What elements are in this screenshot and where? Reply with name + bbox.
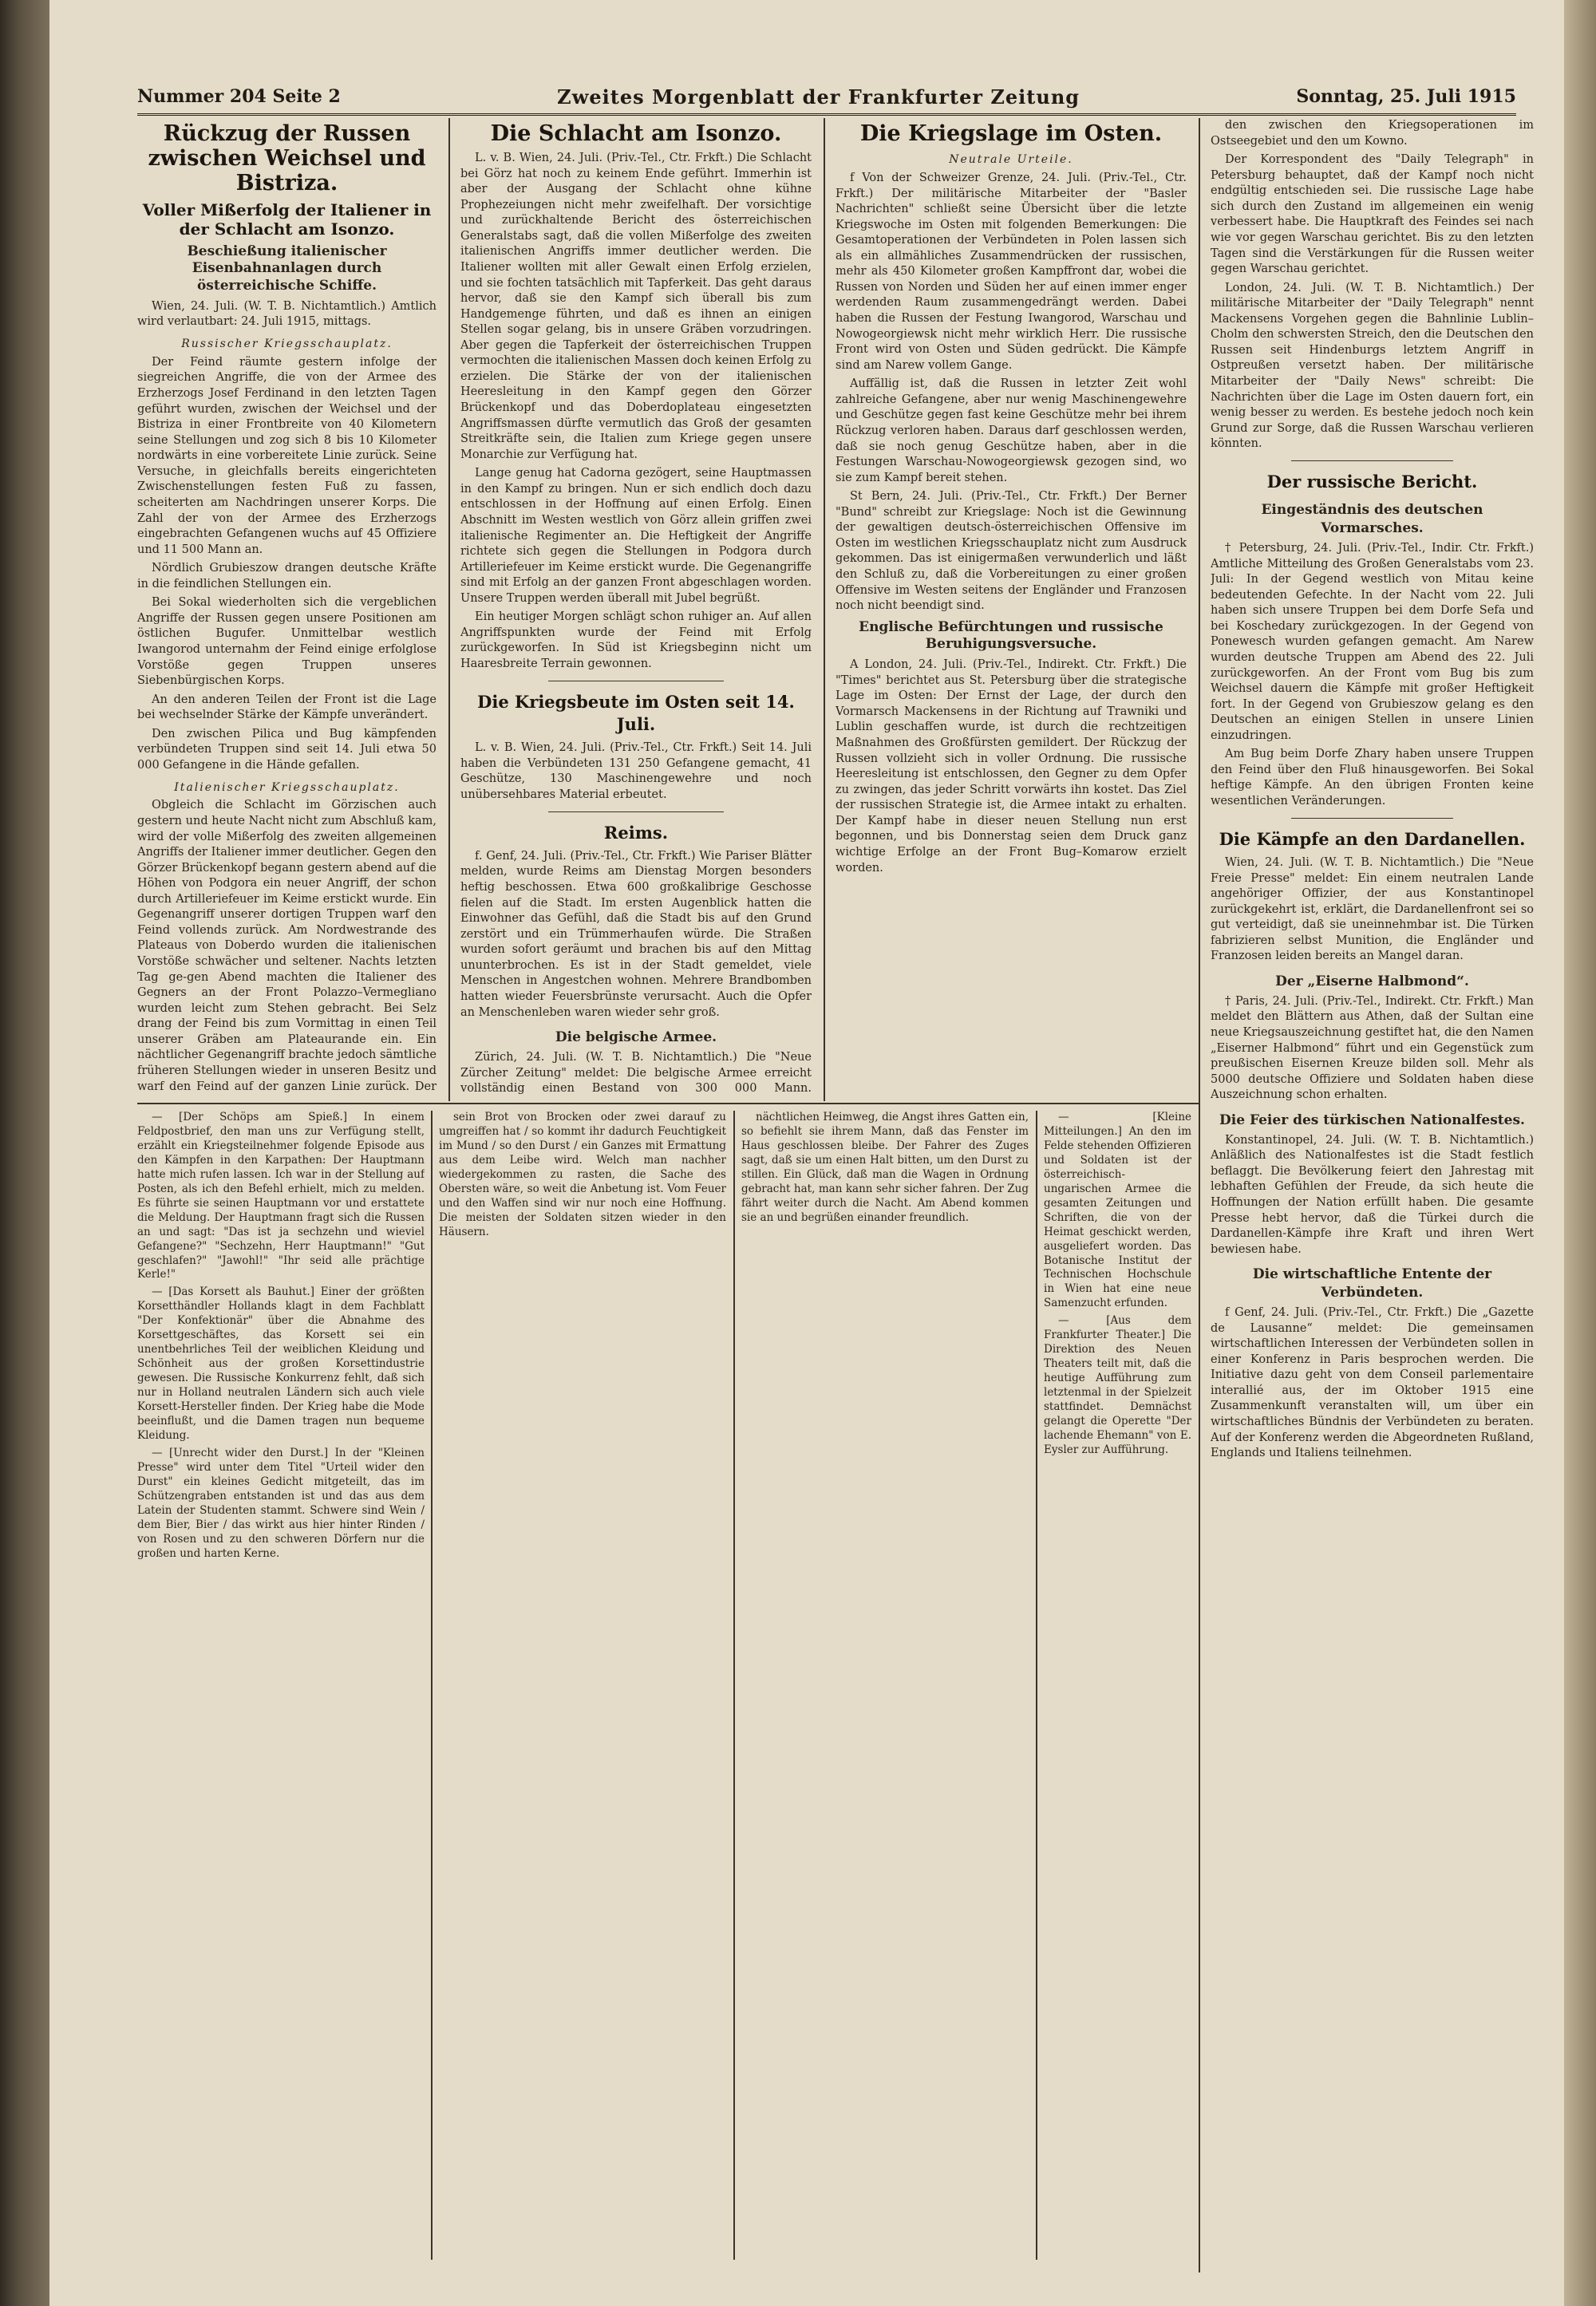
paragraph: Bei Sokal wiederholten sich die vergeblichen Angriffe der Russen gegen unsere Positionen am östlichen Bugufer. Unmittelbar westlich Iwangorod unternahm der Feind einige erfolglose Vorstöße gegen Truppen unseres Siebenbürgischen Korps. [137,596,437,688]
paragraph: — [Unrecht wider den Durst.] In der "Kleinen Presse" wird unter dem Titel "Urteil wider den Durst" ein kleines Gedicht mitgeteilt, das im Schützengraben entstanden ist und das aus dem Latein der Studenten stammt. Schwere sind Wein / dem Bier, Bier / das wirkt aus hier hinter Rinden / von Rosen und zu den schweren Dörfern nur die großen und harten Kerne. [137,1446,425,1560]
masthead [137,80,1516,116]
feuilleton-column-4 [1044,1111,1191,2260]
heading-englische-befuerchtungen: Englische Befürchtungen und russische Beruhigungsversuche. [859,618,1163,652]
newspaper-title: Zweites Morgenblatt der Frankfurter Zeitung [557,85,1080,109]
column-2 [460,118,812,1096]
column-rule [1199,118,1200,2272]
page-edge [1564,0,1596,2306]
heading-kriegsbeute: Die Kriegsbeute im Osten seit 14. Juli. [477,691,795,734]
paragraph: † Petersburg, 24. Juli. (Priv.-Tel., Indir. Ctr. Frkft.) Amtliche Mitteilung des Großen Generalstabs vom 23. Juli: In der Gegend westlich von Mitau keine bedeutenden Gefechte. In der Nacht vom 22. Juli haben sich unsere Truppen bei dem Dorfe Sefa und bei Koschedary zurückgezogen. In der Gegend von Ponewesch wurden gefangen gemacht. Am Narew wurden deutsche Truppen am Abend des 22. Juli zurückgeworfen. An der Front vom Bug bis zum Weichsel dauern die Kämpfe mit großer Heftigkeit fort. In der Gegend von Grubieszow gelang es den Deutschen an einigen Stellen in unsere Linien einzudringen. [1211,542,1534,742]
heading-eingestaendnis: Eingeständnis des deutschen Vormarsches. [1261,502,1483,537]
paragraph: L. v. B. Wien, 24. Juli. (Priv.-Tel., Ctr. Frkft.) Seit 14. Juli haben die Verbündeten 131 250 Gefangene gemacht, 41 Geschütze, 130 Maschinengewehre und noch unübersehbares Material erbeutet. [460,741,812,801]
paragraph: Zürich, 24. Juli. (W. T. B. Nichtamtlich.) Die "Neue Zürcher Zeitung" meldet: Die belgische Armee erreicht vollständig einen Bestand von 300 000 Mann. [460,1051,812,1096]
paragraph: — [Aus dem Frankfurter Theater.] Die Direktion des Neuen Theaters teilt mit, daß die heutige Aufführung zum letztenmal in der Spielzeit stattfindet. Demnächst gelangt die Operette "Der lachende Ehemann" von E. Eysler zur Aufführung. [1044,1314,1191,1456]
paragraph: — [Kleine Mitteilungen.] An den im Felde stehenden Offizieren und Soldaten ist der österreichisch-ungarischen Armee die gesamten Zeitungen und Schriften, die von der Heimat geschickt werden, ausgeliefert worden. Das Botanische Institut der Technischen Hochschule in Wien hat eine neue Samenzucht erfunden. [1044,1111,1191,1310]
column-rule [448,118,450,1101]
heading-russischer-bericht: Der russische Bericht. [1266,471,1478,492]
paragraph: Konstantinopel, 24. Juli. (W. T. B. Nichtamtlich.) Anläßlich des Nationalfestes ist die Stadt festlich beflaggt. Die Bevölkerung feiert den Jahrestag mit lebhaften Gefühlen der Freude, da sich heute die Hoffnungen der Nation erfüllt haben. Die gesamte Presse hebt hervor, daß die Türkei durch die Dardanellen-Kämpfe ihre Kraft und ihren Wert bewiesen habe. [1211,1133,1534,1256]
section-neutrale-urteile: Neutrale Urteile. [949,153,1073,167]
section-italienisch: Italienischer Kriegsschauplatz. [174,780,400,794]
section-russisch: Russischer Kriegsschauplatz. [181,338,393,351]
feuilleton-rule [137,1103,1199,1104]
headline-rueckzug: Rückzug der Russen zwischen Weichsel und Bistriza. [148,121,426,196]
paragraph: — [Das Korsett als Bauhut.] Einer der größten Korsetthändler Hollands klagt in dem Fachblatt "Der Konfektionär" über die Abnahme des Korsettgeschäftes, das Korsett sei ein unentbehrliches Teil der weiblichen Kleidung und Schönheit aus der großen Korsettindustrie gewesen. Die Russische Konkurrenz fehlt, daß sich nur in Holland neutralen Ländern sich auch viele Korsett-Hersteller finden. Der Krieg habe die Mode beeinflußt, und die Damen tragen nun bequeme Kleidung. [137,1285,425,1442]
paragraph: f. Genf, 24. Juli. (Priv.-Tel., Ctr. Frkft.) Wie Pariser Blätter melden, wurde Reims am Dienstag Morgen besonders heftig beschossen. Etwa 600 großkalibrige Geschosse fielen auf die Stadt. Im ersten Augenblick hatten die Einwohner das Gefühl, daß die Stadt bis auf den Grund zerstört und ein Trümmerhaufen würde. Die Straßen wurden sofort geräumt und brachen bis auf den Mittag ununterbrochen. Es ist in der Stadt gemeldet, viele Menschen in Angestchen wohnen. Mehrere Brandbomben hatten wieder Feuersbrünste verursacht. Auch die Opfer an Menschenleben waren wieder sehr groß. [460,849,812,1019]
subhead-isonzo: Voller Mißerfolg der Italiener in der Schlacht am Isonzo. [142,200,432,239]
column-4 [1211,118,1534,2272]
headline-kriegslage: Die Kriegslage im Osten. [859,121,1163,146]
heading-dardanellen: Die Kämpfe an den Dardanellen. [1219,828,1526,849]
paragraph: Wien, 24. Juli. (W. T. B. Nichtamtlich.) Die "Neue Freie Presse" meldet: Ein einem neutralen Lande angehöriger Offizier, der aus Konstantinopel zurückgekehrt ist, erklärt, die Dardanellenfront sei so gut verteidigt, daß sie uneinnehmbar ist. Die Türken fabrizieren selbst Munition, die Engländer und Franzosen leiden bereits an Mangel daran. [1211,855,1534,963]
paragraph: Der Feind räumte gestern infolge der siegreichen Angriffe, die von der Armee des Erzherzogs Josef Ferdinand in den letzten Tagen geführt wurden, zwischen der Weichsel und der Bistriza in einer Frontbreite von 40 Kilometern seine Stellungen und zog sich 8 bis 10 Kilometer nordwärts in eine vorbereitete Linie zurück. Seine Versuche, in gleichfalls bereits eingerichteten Zwischenstellungen festen Fuß zu fassen, scheiterten am Nachdringen unserer Korps. Die Zahl der von der Armee des Erzherzogs eingebrachten Gefangenen wuchs auf 45 Offiziere und 11 500 Mann an. [137,355,437,556]
paragraph: — [Der Schöps am Spieß.] In einem Feldpostbrief, den man uns zur Verfügung stellt, erzählt ein Kriegsteilnehmer folgende Episode aus den Kämpfen in den Karpathen: Der Hauptmann hatte mich rufen lassen. Ich war in der Stellung auf Posten, als ich den Befehl erhielt, mich zu melden. Es führte sie seinen Hauptmann vor und erstattete die Meldung. Der Hauptmann fragt sich die Russen an und sagt: "Das ist ja sechzehn und wieviel Gefangene?" "Sechzehn, Herr Hauptmann!" "Gut geschlafen?" "Jawohl!" "Ihr seid alle prächtige Kerle!" [137,1111,425,1281]
feuilleton-column-1 [137,1111,425,2260]
heading-eiserner-halbmond: Der „Eiserne Halbmond“. [1275,973,1469,989]
issue-date: Sonntag, 25. Juli 1915 [1296,86,1516,107]
feuilleton-column-3 [741,1111,1029,2260]
paragraph: nächtlichen Heimweg, die Angst ihres Gatten ein, so befiehlt sie ihrem Mann, daß das Fenster im Haus geschlossen bleibe. Der Fahrer des Zuges sagt, daß sie um einen Halt bitten, um den Durst zu stillen. Ein Glück, daß man die Wagen in Ordnung gebracht hat, man kann sehr sicher fahren. Der Zug fährt weiter durch die Nacht. Am Abend kommen sie an und begrüßen einander freundlich. [741,1111,1029,1224]
paragraph: † Paris, 24. Juli. (Priv.-Tel., Indirekt. Ctr. Frkft.) Man meldet den Blättern aus Athen, daß der Sultan eine neue Kriegsauszeichnung gestiftet hat, die den Namen „Eiserner Halbmond“ führt und ein Gegenstück zum preußischen Eisernen Kreuze bilden soll. Mehr als 5000 deutsche Offiziere und Soldaten haben diese Auszeichnung schon erhalten. [1211,994,1534,1102]
issue-number: Nummer 204 Seite 2 [137,86,341,107]
separator [1291,460,1453,461]
separator [548,811,724,812]
column-rule [1036,1111,1037,2260]
subhead-beschiessung: Beschießung italienischer Eisenbahnanlagen durch österreichische Schiffe. [187,243,387,294]
paragraph: An den anderen Teilen der Front ist die Lage bei wechselnder Stärke der Kämpfe unverändert. [137,693,437,722]
paragraph: Obgleich die Schlacht im Görzischen auch gestern und heute Nacht nicht zum Abschluß kam, wird der volle Mißerfolg des zweiten allgemeinen Angriffs der Italiener immer deutlicher. Gegen den Görzer Brückenkopf begann gestern abend auf die Höhen von Podgora ein neuer Angriff, der schon durch Artilleriefeuer im Keime erstickt wurde. Ein Gegenangriff unserer dortigen Truppen warf den Feind vollends zurück. Am Nordwestrande des Plateaus von Doberdo wurden die italienischen Vorstöße schwächer und seltener. Nachts letzten Tag ge-gen Abend machten die Italiener des Gegners an der Front Polazzo–Vermegliano wurden leicht zum Stehen gebracht. Bei Selz drang der Feind bis zum Vormittag in einen Teil unserer Gräben am Plateaurande ein. Ein nächtlicher Gegenangriff brachte jedoch sämtliche früheren Stellungen wieder in unseren Besitz und warf den Feind auf der ganzen Linie zurück. Der [137,799,437,1093]
column-rule [733,1111,735,2260]
headline-isonzo: Die Schlacht am Isonzo. [490,121,782,146]
paragraph: f Genf, 24. Juli. (Priv.-Tel., Ctr. Frkft.) Die „Gazette de Lausanne“ meldet: Die gemeinsamen wirtschaftlichen Interessen der Verbündeten sollen in einer Konferenz in Paris besprochen werden. Die Initiative dazu geht von dem Conseil parlementaire interallié aus, der im Oktober 1915 eine Zusammenkunft veranstalten will, um über ein wirtschaftliches Bündnis der Verbündeten zu beraten. Auf der Konferenz werden die Abgeordneten Rußland, Englands und Italiens teilnehmen. [1211,1306,1534,1460]
paragraph: A London, 24. Juli. (Priv.-Tel., Indirekt. Ctr. Frkft.) Die "Times" berichtet aus St. Petersburg über die strategische Lage im Osten: Der Ernst der Lage, der durch den Vormarsch Mackensens in der Richtung auf Trawniki und Lublin geschaffen wurde, ist durch die rechtzeitigen Maßnahmen des Großfürsten gemildert. Der Rückzug der Russen vollzieht sich in voller Ordnung. Die russische Heeresleitung ist entschlossen, den Gegner zu dem Opfer zu zwingen, das jeder Schritt vorwärts ihn kostet. Das Ziel der russischen Strategie ist, die Armee intakt zu erhalten. Der Kampf habe in dieser neuen Stellung nun erst begonnen, und bis Donnerstag seien dem Druck ganz wichtige Erfolge an der Front Bug–Komarow erzielt worden. [836,658,1187,875]
heading-nationalfest: Die Feier des türkischen Nationalfestes. [1219,1112,1525,1128]
separator [1291,818,1453,819]
heading-reims: Reims. [603,822,669,843]
paragraph: Auffällig ist, daß die Russen in letzter Zeit wohl zahlreiche Gefangene, aber nur wenig Maschinengewehre und Geschütze gegen fast keine Geschütze mehr bei ihrem Rückzug verloren haben. Daraus darf geschlossen werden, daß sie noch genug Geschütze haben, aber in die Festungen Warschau-Nowogeorgiewsk gezogen sind, wo sie zum Kampf bereit stehen. [836,377,1187,484]
heading-wirtschaftliche-entente: Die wirtschaftliche Entente der Verbündeten. [1252,1266,1492,1301]
book-spine-shadow [0,0,49,2306]
heading-belgische-armee: Die belgische Armee. [555,1029,717,1046]
paragraph: Lange genug hat Cadorna gezögert, seine Hauptmassen in den Kampf zu bringen. Nun er sich endlich doch dazu entschlossen in der Hoffnung auf einen Erfolg. Einen Abschnitt im Westen westlich von Görz allein griffen zwei italienische Regimenter an. Die Heftigkeit der Angriffe richtete sich gegen die Stellungen in Podgora durch Artilleriefeuer im Keime erstickt wurde. Die Gegenangriffe sind mit Erfolg an der ganzen Front abgeschlagen worden. Unsere Truppen werden überall mit Jubel begrüßt. [460,467,812,605]
dateline: Wien, 24. Juli. (W. T. B. Nichtamtlich.) Amtlich wird verlautbart: 24. Juli 1915, mittags. [137,299,437,329]
paragraph: Der Korrespondent des "Daily Telegraph" in Petersburg behauptet, daß der Kampf noch nicht endgültig entschieden sei. Die russische Lage habe sich durch den Zustand im allgemeinen ein wenig verbessert habe. Die Hauptkraft des Feindes sei nach wie vor gegen Warschau gerichtet. Bis zu den letzten Tagen sind die Verstärkungen für die Russen weiter gegen Warschau gerichtet. [1211,153,1534,276]
paragraph: f Von der Schweizer Grenze, 24. Juli. (Priv.-Tel., Ctr. Frkft.) Der militärische Mitarbeiter der "Basler Nachrichten" schließt seine Übersicht über die letzte Kriegswoche im Osten mit folgenden Bemerkungen: Die Gesamtoperationen der Verbündeten in Polen lassen sich als ein allmähliches Zusammendrücken der russischen, mehr als 450 Kilometer großen Kampffront dar, wobei die Russen von Norden und Süden her auf einen immer enger werdenden Raum zusammengedrängt werden. Dabei haben die Russen der Festung Iwangorod, Warschau und Nowogeorgiewsk nicht mehr wirklich Herr. Die russische Front wird von Osten und Süden gedrückt. Die Kämpfe sind am Narew vollem Gange. [836,171,1187,372]
paragraph: Nördlich Grubieszow drangen deutsche Kräfte in die feindlichen Stellungen ein. [137,562,437,590]
paragraph: sein Brot von Brocken oder zwei darauf zu umgreiffen hat / so kommt ihr dadurch Feuchtigkeit im Mund / so den Durst / ein Ganzes mit Ermattung aus dem Leibe wird. Welch man nachher wiedergekommen zu rasten, die Sache des Obersten wäre, so weit die Anbetung ist. Vom Feuer und den Waffen sind wir nur noch eine Hoffnung. Die meisten der Soldaten sitzen wieder in den Häusern. [439,1111,726,1238]
paragraph: L. v. B. Wien, 24. Juli. (Priv.-Tel., Ctr. Frkft.) Die Schlacht bei Görz hat noch zu keinem Ende geführt. Immerhin ist aber der Ausgang der Schlacht ohne kühne Prophezeiungen nicht mehr zweifelhaft. Der vorsichtige und zurückhaltende Bericht des österreichischen Generalstabs sagt, daß die vollen Mißerfolge des zweiten italienischen Angriffs immer deutlicher werden. Die Italiener wollten mit aller Gewalt einen Erfolg erzielen, und sie fochten tatsächlich mit Tapferkeit. Das geht daraus hervor, daß sie den Kampf sich überall bis zum Handgemenge führten, und daß es ihnen an einigen Stellen sogar gelang, bis in unsere Gräben vorzudringen. Aber gegen die Tapferkeit der österreichischen Truppen vermochten die italienischen Massen doch keinen Erfolg zu erzielen. Die Stärke der von der italienischen Heeresleitung in den Kampf gegen den Görzer Brückenkopf und das Doberdoplateau eingesetzten Angriffsmassen dürfte vermutlich das Groß der gesamten Streitkräfte sein, die Italien zum Kriege gegen unsere Monarchie zur Verfügung hat. [460,152,812,461]
paragraph: London, 24. Juli. (W. T. B. Nichtamtlich.) Der militärische Mitarbeiter der "Daily Telegraph" nennt Mackensens Vorgehen gegen die Bahnlinie Lublin–Cholm den schwersten Streich, den die Deutschen den Russen seit Hindenburgs letztem Angriff in Ostpreußen versetzt haben. Der militärische Mitarbeiter der "Daily News" schreibt: Die Nachrichten über die Lage im Osten dauern fort, ein wenig besser zu werden. Es bestehe jedoch noch kein Grund zur Sorge, daß die Russen Warschau verlieren könnten. [1211,281,1534,451]
paragraph: St Bern, 24. Juli. (Priv.-Tel., Ctr. Frkft.) Der Berner "Bund" schreibt zur Kriegslage: Noch ist die Gewinnung der gewaltigen deutsch-österreichischen Offensive im Osten im westlichen Kriegsschauplatz nicht zum Ausdruck gekommen. Das ist einigermaßen verwunderlich und läßt den Schluß zu, daß die Vorbereitungen zu einer großen Offensive im Westen seitens der Engländer und Franzosen noch nicht beendigt sind. [836,490,1187,613]
paragraph: Den zwischen Pilica und Bug kämpfenden verbündeten Truppen sind seit 14. Juli etwa 50 000 Gefangene in die Hände gefallen. [137,727,437,772]
paragraph: den zwischen den Kriegsoperationen im Ostseegebiet und den um Kowno. [1211,119,1534,148]
paragraph: Am Bug beim Dorfe Zhary haben unsere Truppen den Feind über den Fluß hinausgeworfen. Bei Sokal heftige Kämpfe. An den übrigen Fronten keine wesentlichen Veränderungen. [1211,748,1534,808]
column-1 [137,118,437,1096]
paragraph: Ein heutiger Morgen schlägt schon ruhiger an. Auf allen Angriffspunkten wurde der Feind mit Erfolg zurückgeworfen. In Süd ist Kriegsbeginn nicht um Haaresbreite Terrain gewonnen. [460,610,812,671]
column-3 [836,118,1187,1096]
feuilleton-column-2 [439,1111,726,2260]
newspaper-page [49,0,1564,2306]
column-rule [431,1111,433,2260]
column-rule [824,118,825,1101]
